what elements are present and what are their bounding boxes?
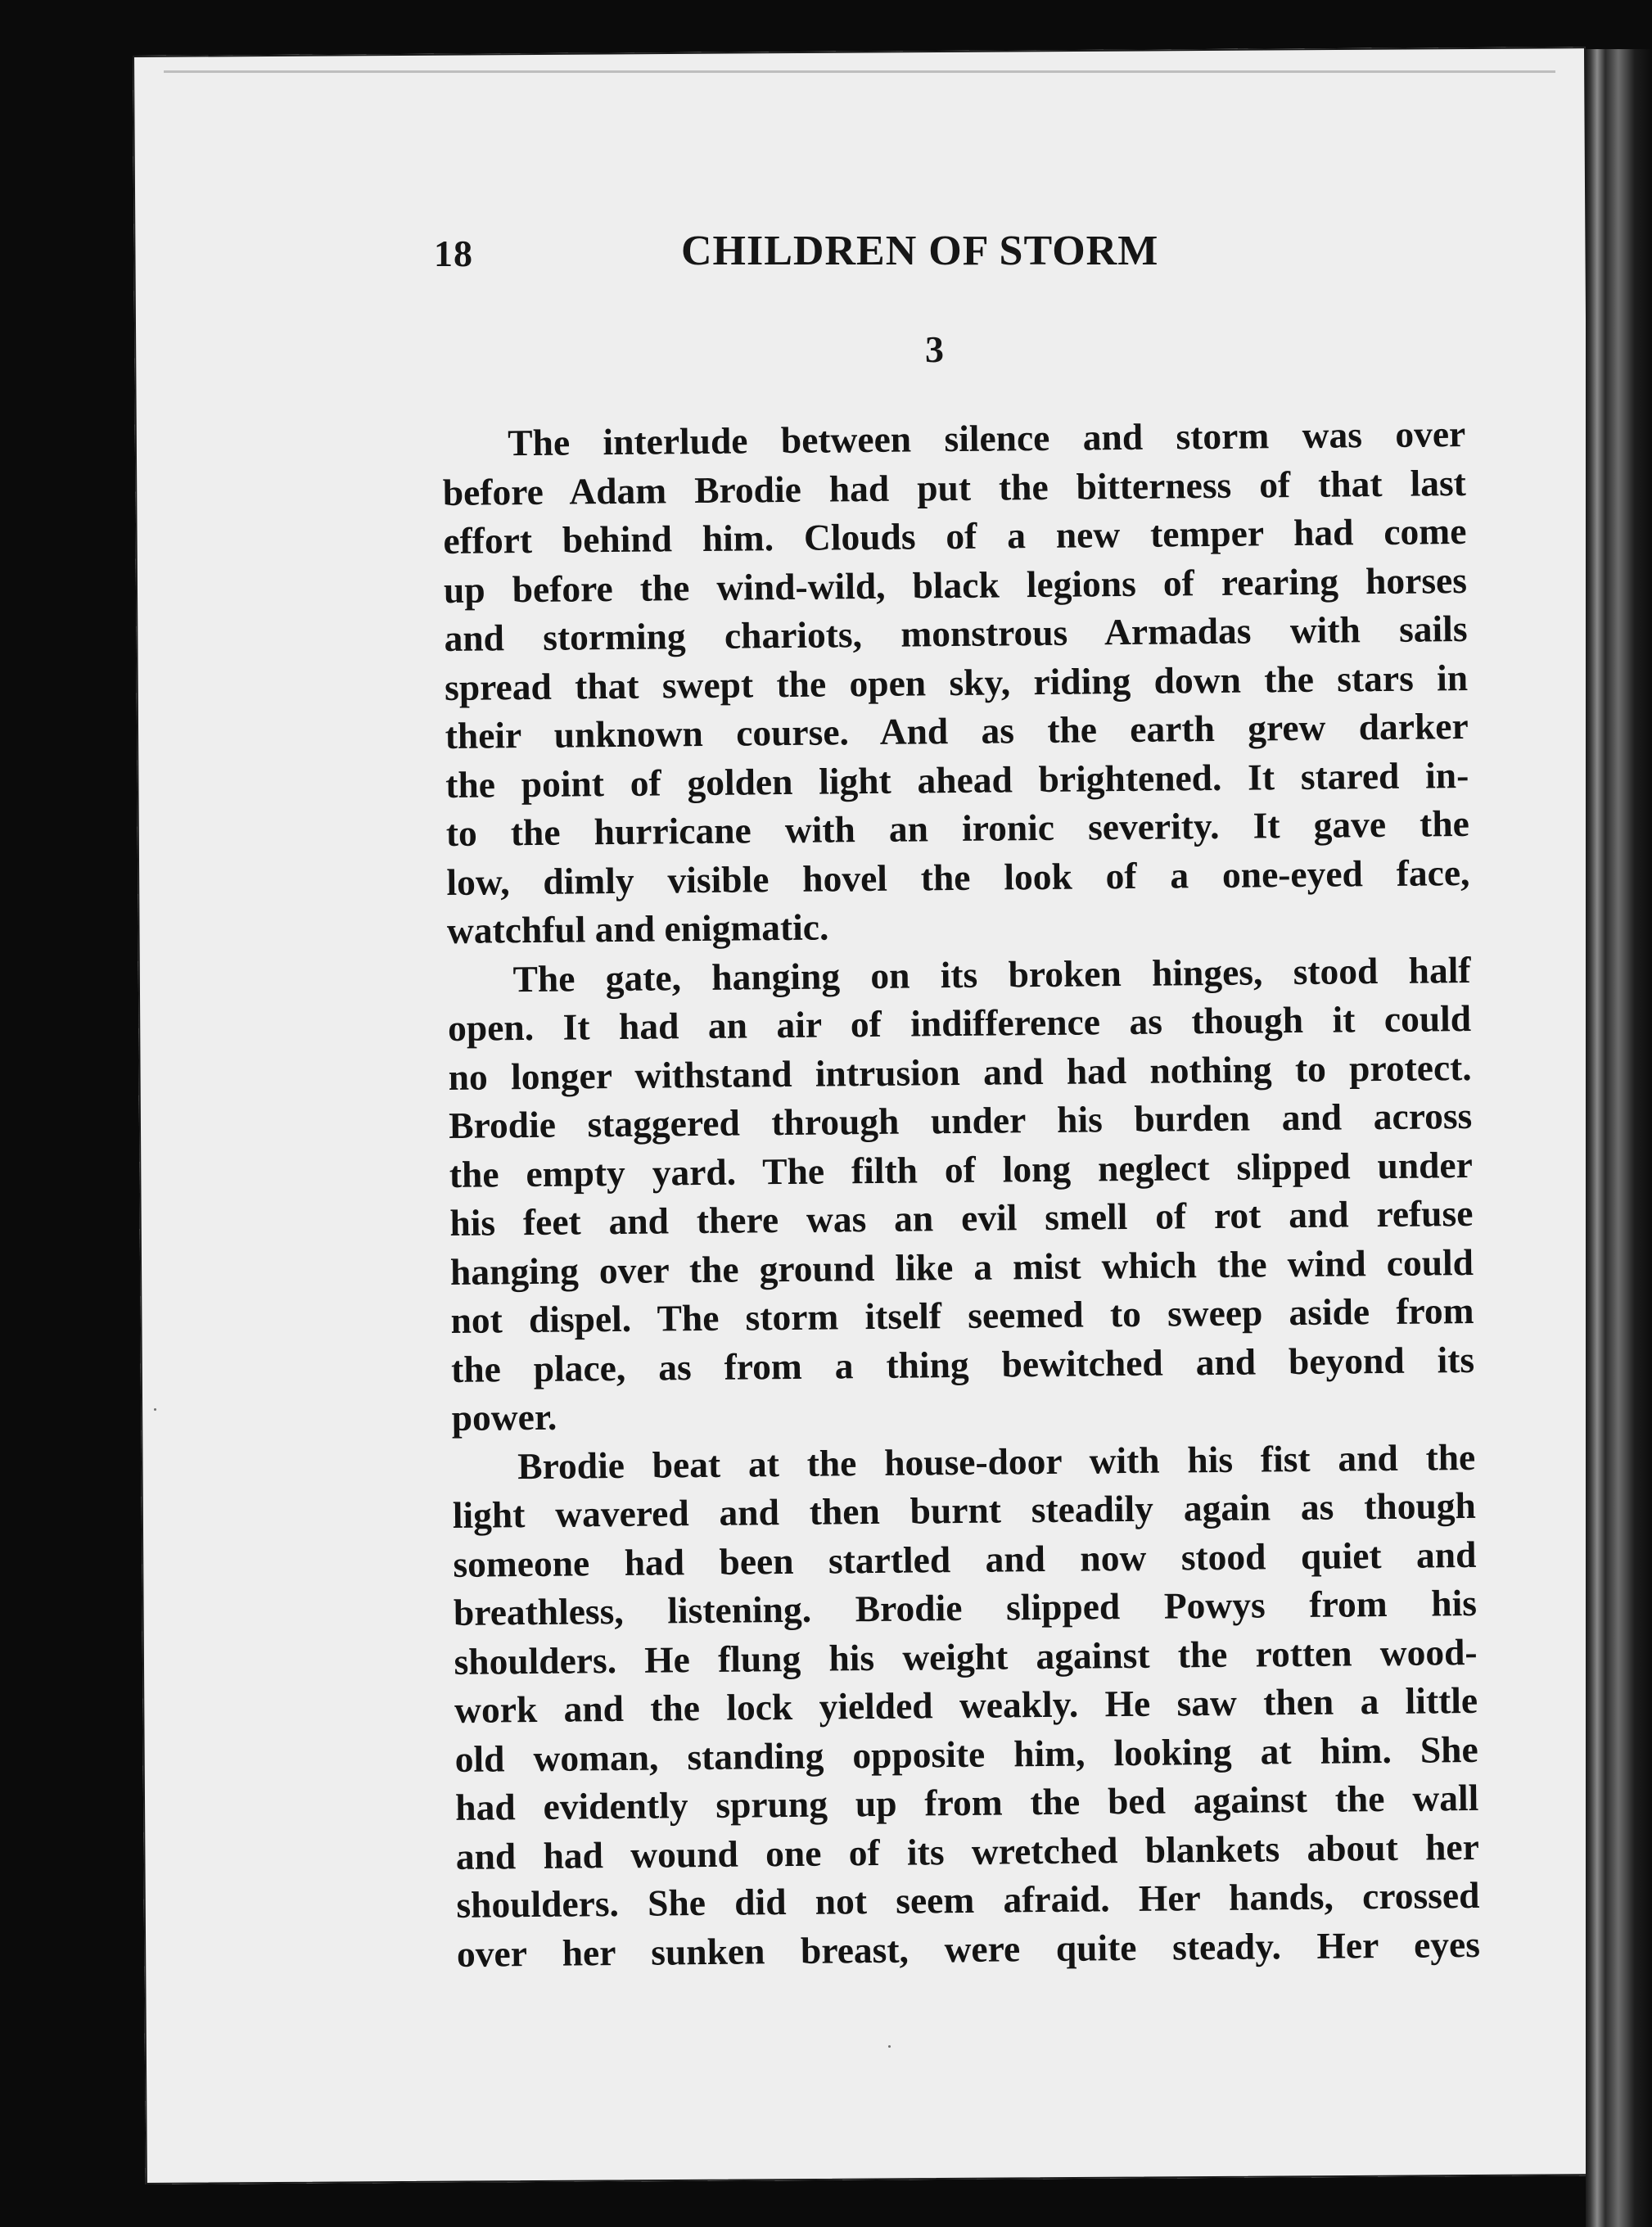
text-line: open. It had an air of indifference as though it could <box>447 996 1472 1049</box>
page-edge <box>1586 49 1652 2227</box>
text-line: before Adam Brodie had put the bitterness of that last <box>442 461 1467 513</box>
text-line: no longer withstand intrusion and had nothing to protect. <box>448 1046 1472 1098</box>
text-line: the empty yard. The filth of long neglect slipped under <box>449 1143 1474 1195</box>
text-line: and had wound one of its wretched blankets about her <box>455 1825 1480 1877</box>
text-line: old woman, standing opposite him, looking at him. She <box>454 1728 1478 1780</box>
text-line: up before the wind-wild, black legions of rearing horses <box>443 558 1468 611</box>
page-number: 18 <box>434 233 473 274</box>
paragraph-1 <box>442 409 1470 955</box>
text-line: low, dimly visible hovel the look of a one-eyed face, <box>446 851 1470 903</box>
text-line: work and the lock yielded weakly. He saw then a little <box>454 1678 1478 1731</box>
page-top-edge <box>164 70 1555 73</box>
text-line: the point of golden light ahead brightened. It stared in- <box>445 753 1469 806</box>
text-line: someone had been startled and now stood quiet and <box>453 1533 1477 1585</box>
text-line: Brodie beat at the house-door with his fist and the <box>517 1435 1476 1487</box>
text-line: and storming chariots, monstrous Armadas with sails <box>444 607 1468 659</box>
paragraph-2 <box>447 945 1475 1442</box>
text-line: The interlude between silence and storm was over <box>508 413 1466 464</box>
text-line: his feet and there was an evil smell of rot and refuse <box>449 1191 1474 1244</box>
text-line: watchful and enigmatic. <box>446 906 829 951</box>
body-text <box>442 409 1480 1978</box>
text-line: shoulders. She did not seem afraid. Her hands, crossed <box>456 1873 1480 1926</box>
text-line: power. <box>451 1395 557 1439</box>
running-head <box>303 169 1212 274</box>
text-line: Brodie staggered through under his burden and across <box>449 1094 1473 1146</box>
text-line: had evidently sprung up from the bed against the wall <box>455 1776 1479 1828</box>
text-line: The gate, hanging on its broken hinges, stood half <box>512 948 1471 1000</box>
text-line: spread that swept the open sky, riding down the stars in <box>444 656 1469 708</box>
text-line: light wavered and then burnt steadily again as though <box>452 1484 1477 1536</box>
book-title: CHILDREN OF STORM <box>681 228 1159 274</box>
text-line: their unknown course. And as the earth grew darker <box>445 704 1469 757</box>
text-line: over her sunken breast, were quite steady. Her eyes <box>456 1922 1481 1975</box>
text-line: shoulders. He flung his weight against the rotten wood- <box>454 1630 1478 1683</box>
scan-speck <box>154 1408 156 1411</box>
text-line: not dispel. The storm itself seemed to sweep aside from <box>450 1289 1474 1341</box>
scan-speck <box>888 2045 891 2048</box>
text-line: effort behind him. Clouds of a new temper had come <box>443 509 1467 562</box>
text-line: to the hurricane with an ironic severity. It gave the <box>445 802 1470 854</box>
paragraph-3 <box>452 1432 1480 1977</box>
text-line: hanging over the ground like a mist which the wind could <box>449 1240 1474 1293</box>
text-line: breathless, listening. Brodie slipped Powys from his <box>453 1581 1478 1633</box>
section-number: 3 <box>925 328 944 370</box>
text-line: the place, as from a thing bewitched and beyond its <box>450 1338 1475 1390</box>
